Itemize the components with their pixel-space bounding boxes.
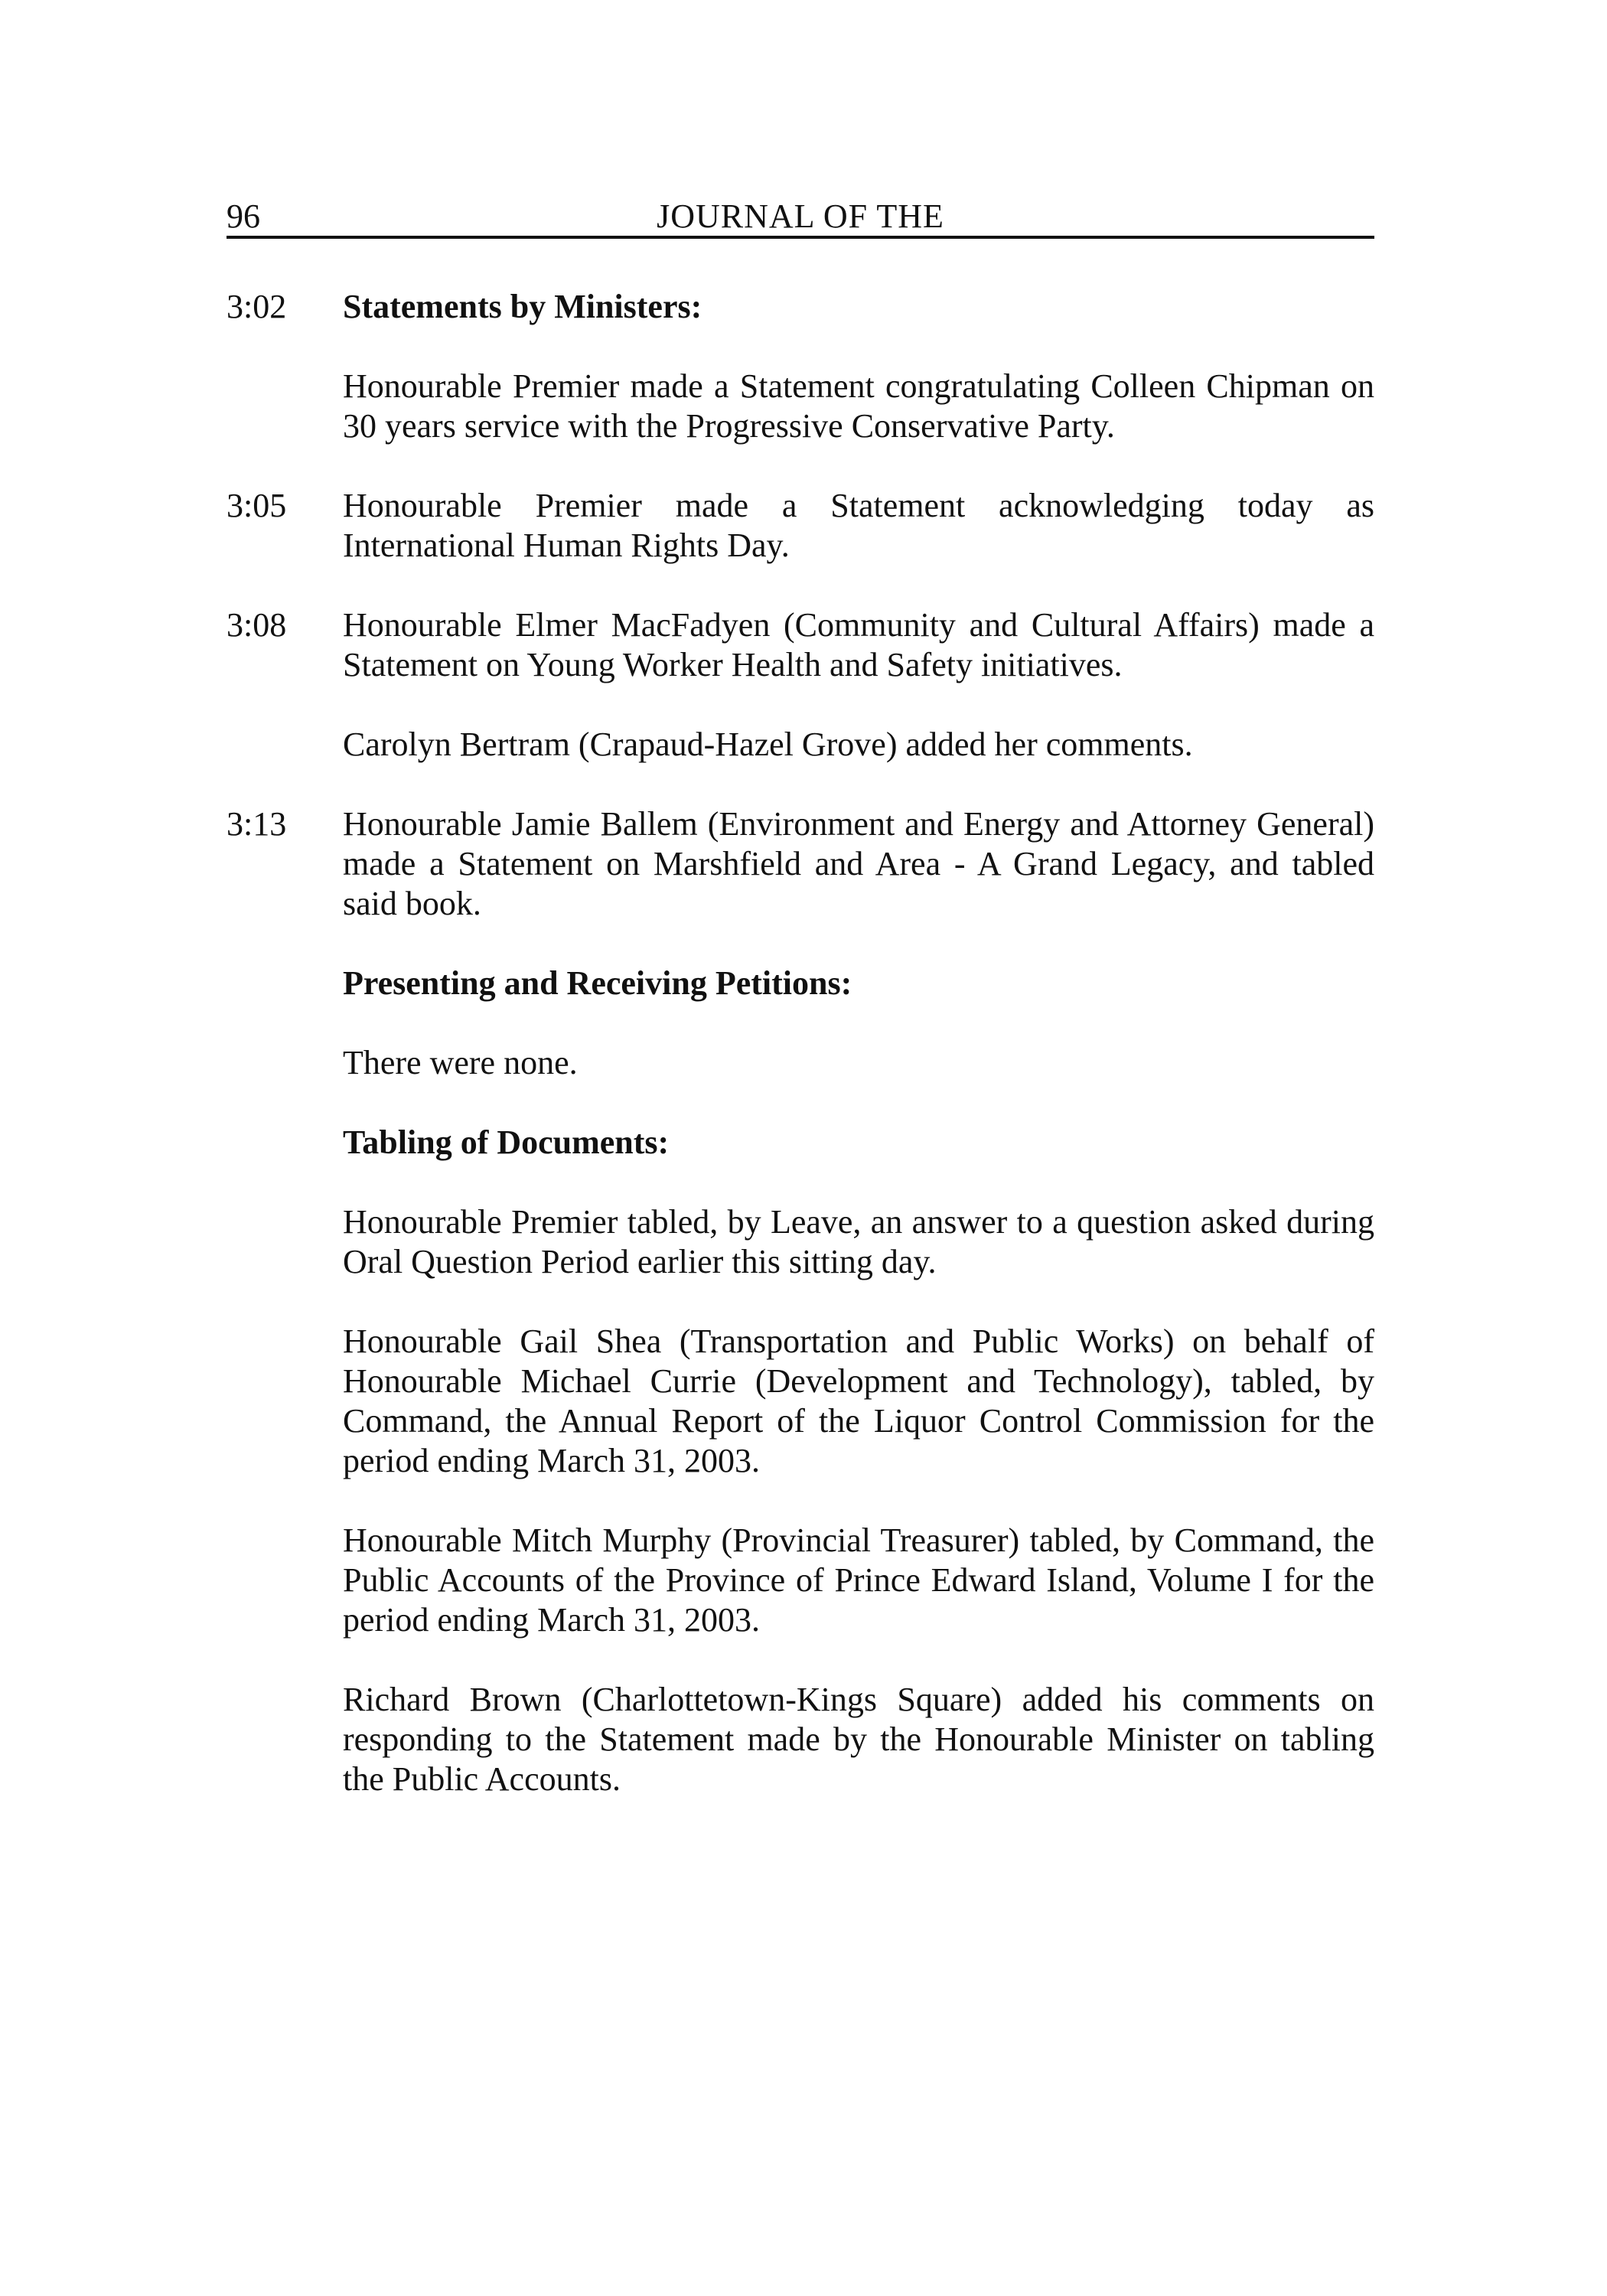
entry-paragraph: [227, 1322, 1374, 1481]
entry-time: 3:13: [227, 805, 287, 843]
entry-text: Honourable Premier tabled, by Leave, an answer to a question asked during Oral Question Period earlier this sitting day.: [343, 1203, 1374, 1280]
entry-petitions-heading: [227, 964, 1374, 1003]
entry-paragraph: [227, 605, 1374, 685]
entry-text: Carolyn Bertram (Crapaud-Hazel Grove) added her comments.: [343, 726, 1193, 763]
entry-paragraph: [227, 804, 1374, 924]
entry-paragraph: [227, 725, 1374, 765]
entry-tabling-heading: [227, 1123, 1374, 1163]
entry-time: 3:02: [227, 288, 287, 325]
entry-paragraph: [227, 486, 1374, 566]
entry-text: Honourable Jamie Ballem (Environment and Energy and Attorney General) made a Statement on Marshfield and Area - A Grand Legacy, and tabled said book.: [343, 805, 1374, 922]
entry-paragraph: [227, 1521, 1374, 1640]
entry-text: Honourable Gail Shea (Transportation and Public Works) on behalf of Honourable Michael Currie (Development and Technology), tabled, by Command, the Annual Report of the Liquor Control Commission for the period ending March 31, 2003.: [343, 1322, 1374, 1479]
entry-paragraph: [227, 1680, 1374, 1799]
entry-paragraph: [227, 1043, 1374, 1083]
section-heading-tabling: Tabling of Documents:: [343, 1124, 670, 1161]
entry-text: Honourable Premier made a Statement congratulating Colleen Chipman on 30 years service with the Progressive Conservative Party.: [343, 367, 1374, 445]
page-number: 96: [227, 197, 260, 235]
section-heading-statements: Statements by Ministers:: [343, 288, 702, 325]
section-heading-petitions: Presenting and Receiving Petitions:: [343, 964, 852, 1002]
entry-text: Honourable Premier made a Statement acknowledging today as International Human Rights Day.: [343, 487, 1374, 564]
entry-statements-heading: [227, 287, 1374, 327]
entry-time: 3:08: [227, 606, 287, 644]
entry-text: Honourable Elmer MacFadyen (Community and Cultural Affairs) made a Statement on Young Worker Health and Safety initiatives.: [343, 606, 1374, 683]
entry-text: There were none.: [343, 1044, 578, 1081]
entry-text: Honourable Mitch Murphy (Provincial Treasurer) tabled, by Command, the Public Accounts of the Province of Prince Edward Island, Volume I for the period ending March 31, 2003.: [343, 1521, 1374, 1639]
journal-body: [227, 287, 1374, 1839]
running-title: JOURNAL OF THE: [657, 197, 944, 235]
entry-paragraph: [227, 367, 1374, 446]
entry-time: 3:05: [227, 487, 287, 524]
entry-text: Richard Brown (Charlottetown-Kings Square) added his comments on responding to the Statement made by the Honourable Minister on tabling the Public Accounts.: [343, 1681, 1374, 1798]
page-header: [227, 197, 1374, 239]
entry-paragraph: [227, 1202, 1374, 1282]
